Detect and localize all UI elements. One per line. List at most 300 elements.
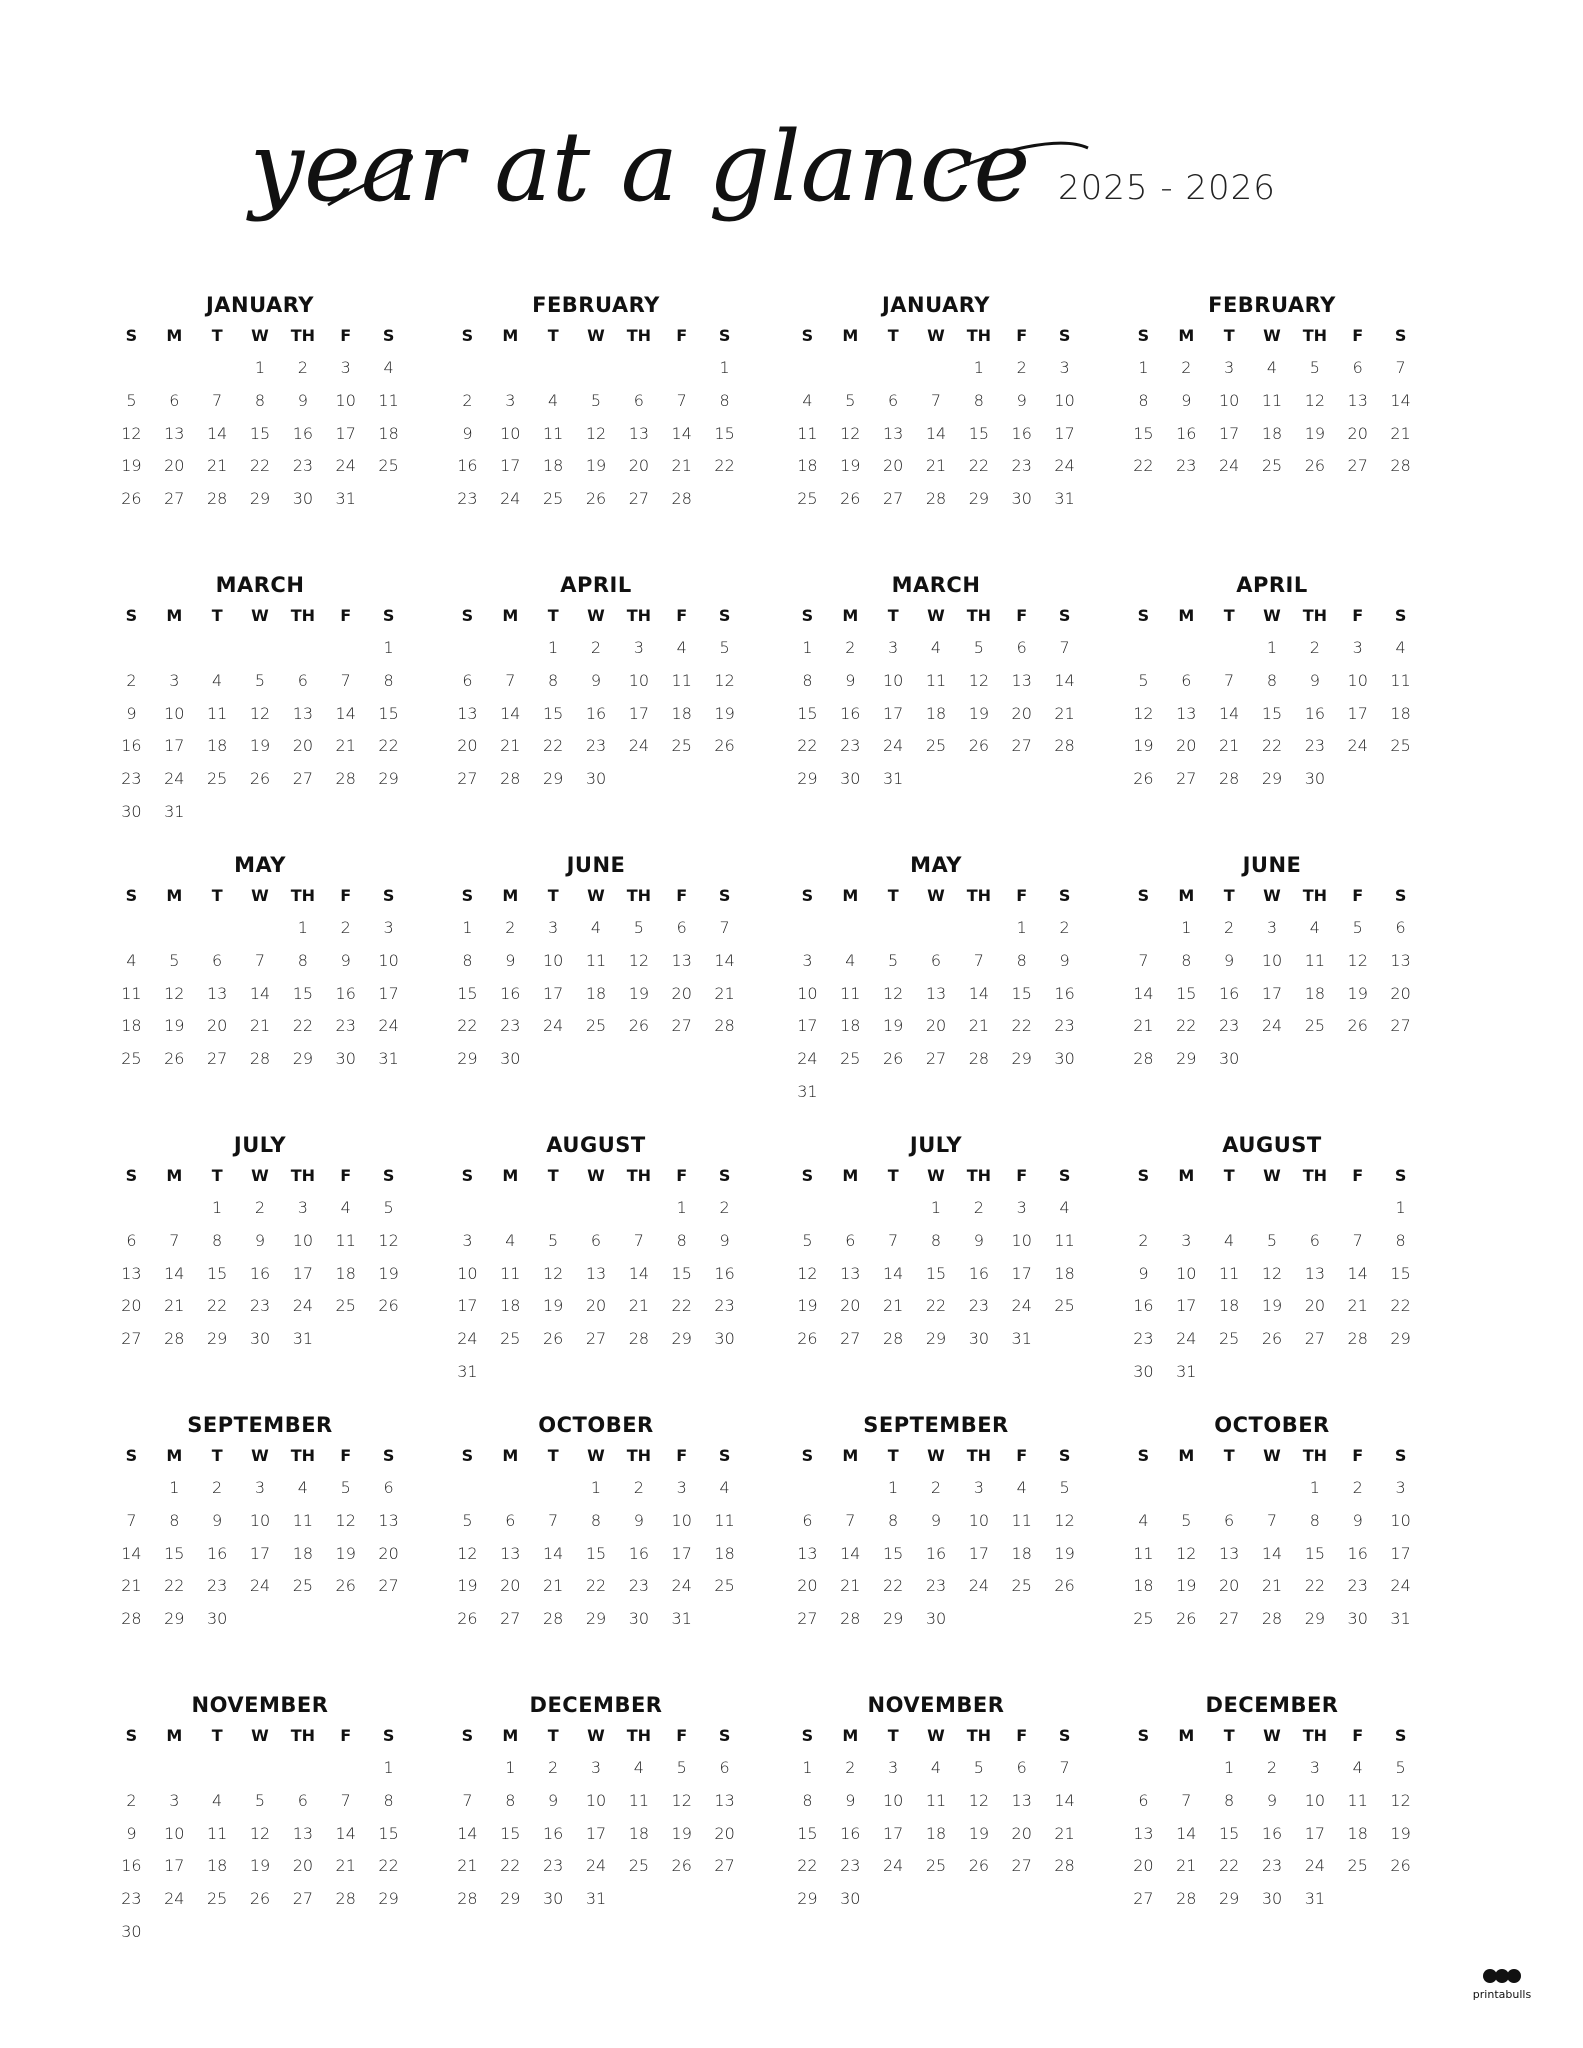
day-cell: 2 bbox=[973, 1198, 984, 1217]
weekday-label: F bbox=[1352, 1446, 1364, 1465]
week-row bbox=[1122, 1043, 1422, 1076]
weekday-label: F bbox=[1352, 606, 1364, 625]
weekday-label: M bbox=[842, 1446, 859, 1465]
weekday-label: M bbox=[502, 606, 519, 625]
week-row bbox=[786, 1010, 1086, 1043]
day-cell bbox=[153, 1192, 196, 1225]
day-cell: 17 bbox=[500, 456, 521, 476]
day-cell: 2 bbox=[1266, 1758, 1278, 1777]
weekday-label: W bbox=[251, 886, 269, 905]
day-cell: 25 bbox=[840, 1049, 861, 1069]
weekday-label: S bbox=[801, 606, 814, 625]
month-name: APRIL bbox=[560, 573, 632, 597]
weekday-label: M bbox=[1178, 326, 1195, 345]
day-cell: 30 bbox=[121, 1921, 142, 1941]
week-row bbox=[446, 945, 746, 978]
day-cell: 17 bbox=[1304, 1823, 1326, 1843]
weekday-label: T bbox=[211, 1726, 223, 1745]
day-cell bbox=[532, 1043, 575, 1076]
day-cell: 10 bbox=[882, 1790, 904, 1810]
day-cell: 21 bbox=[840, 1576, 861, 1596]
day-cell: 4 bbox=[719, 1478, 730, 1497]
day-cell: 31 bbox=[292, 1329, 314, 1349]
day-cell: 18 bbox=[1261, 423, 1283, 443]
day-cell bbox=[367, 796, 410, 829]
day-cell: 1 bbox=[1266, 638, 1278, 657]
day-cell: 19 bbox=[1347, 983, 1368, 1003]
day-cell: 20 bbox=[925, 1016, 947, 1036]
month-calendar bbox=[446, 290, 746, 516]
day-cell: 16 bbox=[925, 1543, 947, 1563]
day-cell: 5 bbox=[548, 1230, 559, 1250]
day-cell: 18 bbox=[585, 983, 607, 1003]
day-cell: 21 bbox=[1347, 1296, 1368, 1316]
day-cell: 24 bbox=[1347, 736, 1368, 756]
day-cell bbox=[196, 796, 239, 829]
weekday-header-row bbox=[1122, 320, 1422, 352]
day-cell: 15 bbox=[925, 1263, 947, 1283]
day-cell: 23 bbox=[1176, 456, 1197, 476]
day-cell: 3 bbox=[973, 1478, 984, 1497]
day-cell: 14 bbox=[1261, 1543, 1283, 1563]
day-cell bbox=[110, 1752, 153, 1785]
day-cell: 16 bbox=[840, 1823, 861, 1843]
weekday-header-row bbox=[786, 1440, 1086, 1472]
day-cell: 8 bbox=[676, 1230, 687, 1250]
day-cell: 17 bbox=[797, 1016, 818, 1036]
day-cell: 13 bbox=[1176, 703, 1197, 723]
day-cell: 26 bbox=[1133, 769, 1154, 789]
day-cell: 1 bbox=[1138, 358, 1149, 377]
day-cell: 20 bbox=[1347, 423, 1368, 443]
day-cell: 19 bbox=[1133, 736, 1154, 756]
day-cell: 5 bbox=[845, 390, 856, 410]
day-cell bbox=[532, 1192, 575, 1225]
day-cell: 11 bbox=[1304, 950, 1326, 970]
weekday-header-row bbox=[1122, 1160, 1422, 1192]
day-cell: 11 bbox=[206, 1823, 228, 1843]
month-calendar bbox=[110, 1130, 410, 1356]
day-cell: 11 bbox=[121, 983, 142, 1003]
day-cell bbox=[1043, 1076, 1086, 1109]
month-calendar bbox=[110, 570, 410, 829]
week-row bbox=[110, 418, 410, 451]
weekday-label: TH bbox=[1302, 1446, 1328, 1465]
day-cell: 16 bbox=[1011, 423, 1032, 443]
day-cell: 8 bbox=[1266, 670, 1278, 690]
month-calendar bbox=[1122, 1690, 1422, 1916]
day-cell: 27 bbox=[628, 489, 650, 509]
day-cell bbox=[489, 1192, 532, 1225]
day-cell: 29 bbox=[797, 769, 818, 789]
day-cell: 15 bbox=[968, 423, 990, 443]
day-cell bbox=[575, 1192, 618, 1225]
day-cell: 5 bbox=[719, 638, 730, 657]
day-cell: 28 bbox=[542, 1609, 564, 1629]
day-cell: 4 bbox=[548, 390, 559, 410]
day-cell: 16 bbox=[1347, 1543, 1368, 1563]
day-cell: 10 bbox=[1011, 1230, 1032, 1250]
weekday-label: S bbox=[125, 1446, 138, 1465]
week-row bbox=[110, 1290, 410, 1323]
weekday-label: M bbox=[166, 886, 183, 905]
weekday-label: F bbox=[676, 886, 688, 905]
day-cell: 2 bbox=[1352, 1478, 1363, 1497]
day-cell: 23 bbox=[1304, 736, 1326, 756]
week-row bbox=[786, 1538, 1086, 1571]
day-cell: 13 bbox=[457, 703, 478, 723]
day-cell: 20 bbox=[378, 1543, 399, 1563]
day-cell: 5 bbox=[462, 1510, 473, 1530]
day-cell: 26 bbox=[457, 1609, 478, 1629]
month-calendar bbox=[786, 1410, 1086, 1636]
weekday-label: S bbox=[801, 1166, 814, 1185]
day-cell: 8 bbox=[462, 950, 473, 970]
year-range: 2025 - 2026 bbox=[1058, 168, 1276, 208]
day-cell: 22 bbox=[1261, 736, 1283, 756]
day-cell: 23 bbox=[714, 1296, 735, 1316]
day-cell: 18 bbox=[628, 1823, 650, 1843]
day-cell: 31 bbox=[335, 489, 356, 509]
day-cell: 15 bbox=[249, 423, 271, 443]
day-cell bbox=[1336, 1883, 1379, 1916]
day-cell: 15 bbox=[500, 1823, 521, 1843]
week-row bbox=[446, 1258, 746, 1291]
day-cell: 29 bbox=[378, 769, 399, 789]
day-cell: 19 bbox=[1261, 1296, 1283, 1316]
weekday-label: F bbox=[1016, 326, 1028, 345]
month-calendar bbox=[110, 850, 410, 1076]
day-cell: 6 bbox=[126, 1230, 137, 1250]
week-row bbox=[786, 1785, 1086, 1818]
day-cell: 27 bbox=[1218, 1609, 1240, 1629]
day-cell: 17 bbox=[1176, 1296, 1197, 1316]
week-row bbox=[1122, 1323, 1422, 1356]
day-cell: 7 bbox=[1138, 950, 1149, 970]
day-cell bbox=[872, 352, 915, 385]
weekday-label: W bbox=[251, 606, 269, 625]
day-cell: 9 bbox=[1224, 950, 1235, 970]
day-cell: 11 bbox=[1261, 390, 1283, 410]
week-row bbox=[446, 1505, 746, 1538]
day-cell: 12 bbox=[1133, 703, 1154, 723]
day-cell: 20 bbox=[714, 1823, 735, 1843]
day-cell: 25 bbox=[1390, 736, 1411, 756]
day-cell: 16 bbox=[1304, 703, 1326, 723]
day-cell: 2 bbox=[633, 1478, 644, 1497]
day-cell: 6 bbox=[719, 1758, 730, 1777]
day-cell: 15 bbox=[378, 703, 399, 723]
day-cell: 29 bbox=[585, 1609, 607, 1629]
weekday-label: S bbox=[461, 1726, 474, 1745]
day-cell: 1 bbox=[930, 1198, 942, 1217]
day-cell: 30 bbox=[585, 769, 607, 789]
day-cell: 22 bbox=[1133, 456, 1154, 476]
week-row bbox=[446, 1225, 746, 1258]
day-cell: 16 bbox=[714, 1263, 735, 1283]
month-name: MARCH bbox=[215, 573, 305, 597]
day-cell: 17 bbox=[457, 1296, 478, 1316]
day-cell: 27 bbox=[1176, 769, 1197, 789]
day-cell: 13 bbox=[671, 950, 692, 970]
day-cell: 1 bbox=[590, 1478, 602, 1497]
day-cell bbox=[110, 1192, 153, 1225]
weekday-header-row bbox=[786, 880, 1086, 912]
day-cell: 17 bbox=[628, 703, 650, 723]
day-cell: 10 bbox=[164, 1823, 185, 1843]
week-row bbox=[110, 1883, 410, 1916]
day-cell: 21 bbox=[1176, 1856, 1197, 1876]
day-cell: 16 bbox=[1054, 983, 1075, 1003]
weekday-label: T bbox=[887, 1166, 899, 1185]
day-cell: 11 bbox=[1390, 670, 1411, 690]
day-cell bbox=[1122, 1472, 1165, 1505]
day-cell: 21 bbox=[164, 1296, 185, 1316]
day-cell bbox=[489, 352, 532, 385]
day-cell: 30 bbox=[1304, 769, 1326, 789]
day-cell: 14 bbox=[500, 703, 521, 723]
weekday-label: TH bbox=[290, 1166, 316, 1185]
day-cell: 25 bbox=[542, 489, 564, 509]
day-cell: 7 bbox=[340, 670, 351, 690]
day-cell: 10 bbox=[164, 703, 185, 723]
month-calendar bbox=[786, 850, 1086, 1109]
day-cell bbox=[575, 1043, 618, 1076]
day-cell bbox=[617, 1883, 660, 1916]
week-row bbox=[110, 978, 410, 1011]
weekday-label: W bbox=[927, 886, 945, 905]
weekday-label: T bbox=[211, 1446, 223, 1465]
day-cell: 3 bbox=[505, 390, 516, 410]
day-cell: 17 bbox=[1390, 1543, 1411, 1563]
day-cell: 7 bbox=[719, 918, 730, 937]
day-cell: 6 bbox=[212, 950, 223, 970]
weekday-header-row bbox=[446, 600, 746, 632]
weekday-label: S bbox=[125, 606, 138, 625]
weekday-label: S bbox=[718, 1166, 731, 1185]
day-cell bbox=[196, 1916, 239, 1949]
day-cell: 21 bbox=[968, 1016, 990, 1036]
day-cell: 23 bbox=[292, 456, 314, 476]
day-cell: 13 bbox=[882, 423, 904, 443]
day-cell: 20 bbox=[797, 1576, 818, 1596]
day-cell bbox=[1043, 763, 1086, 796]
weekday-label: S bbox=[1137, 326, 1150, 345]
day-cell: 23 bbox=[585, 736, 607, 756]
month-calendar bbox=[1122, 570, 1422, 796]
day-cell: 29 bbox=[1218, 1889, 1240, 1909]
day-cell: 20 bbox=[1218, 1576, 1240, 1596]
day-cell bbox=[872, 1192, 915, 1225]
day-cell: 1 bbox=[888, 1478, 899, 1497]
day-cell: 24 bbox=[378, 1016, 399, 1036]
week-row bbox=[1122, 385, 1422, 418]
weekday-label: S bbox=[718, 326, 731, 345]
day-cell: 20 bbox=[671, 983, 692, 1003]
week-row bbox=[1122, 763, 1422, 796]
day-cell: 3 bbox=[888, 638, 899, 657]
day-cell: 2 bbox=[462, 390, 473, 410]
day-cell bbox=[660, 1043, 703, 1076]
day-cell: 16 bbox=[1261, 1823, 1283, 1843]
day-cell: 16 bbox=[292, 423, 314, 443]
week-row bbox=[786, 1472, 1086, 1505]
month-calendar bbox=[446, 1130, 746, 1389]
day-cell: 18 bbox=[1304, 983, 1326, 1003]
day-cell: 28 bbox=[628, 1329, 650, 1349]
day-cell bbox=[1122, 912, 1165, 945]
week-row bbox=[786, 1192, 1086, 1225]
weekday-label: F bbox=[1016, 886, 1028, 905]
day-cell: 14 bbox=[335, 703, 356, 723]
day-cell: 14 bbox=[1390, 390, 1411, 410]
day-cell: 26 bbox=[797, 1329, 818, 1349]
day-cell: 30 bbox=[1133, 1361, 1154, 1381]
day-cell: 29 bbox=[1261, 769, 1283, 789]
day-cell: 28 bbox=[249, 1049, 271, 1069]
day-cell bbox=[1379, 1883, 1422, 1916]
day-cell: 20 bbox=[1133, 1856, 1154, 1876]
day-cell: 16 bbox=[206, 1543, 228, 1563]
week-row bbox=[1122, 1505, 1422, 1538]
weekday-label: S bbox=[801, 886, 814, 905]
day-cell: 15 bbox=[457, 983, 478, 1003]
day-cell: 19 bbox=[585, 456, 607, 476]
day-cell: 17 bbox=[378, 983, 399, 1003]
weekday-label: TH bbox=[966, 886, 992, 905]
day-cell: 31 bbox=[1011, 1329, 1032, 1349]
day-cell: 20 bbox=[840, 1296, 861, 1316]
day-cell: 9 bbox=[845, 1790, 856, 1810]
day-cell bbox=[532, 352, 575, 385]
day-cell: 13 bbox=[797, 1543, 818, 1563]
day-cell: 5 bbox=[126, 390, 137, 410]
day-cell bbox=[110, 632, 153, 665]
weekday-header-row bbox=[110, 320, 410, 352]
day-cell bbox=[703, 1603, 746, 1636]
day-cell: 11 bbox=[585, 950, 607, 970]
day-cell: 22 bbox=[714, 456, 735, 476]
weekday-label: TH bbox=[966, 1726, 992, 1745]
day-cell bbox=[367, 1916, 410, 1949]
day-cell: 13 bbox=[164, 423, 185, 443]
day-cell: 9 bbox=[930, 1510, 942, 1530]
weekday-label: S bbox=[382, 1166, 395, 1185]
day-cell: 4 bbox=[845, 950, 856, 970]
day-cell: 13 bbox=[1011, 1790, 1032, 1810]
day-cell: 19 bbox=[840, 456, 861, 476]
day-cell: 18 bbox=[1011, 1543, 1032, 1563]
day-cell: 13 bbox=[714, 1790, 735, 1810]
day-cell: 13 bbox=[1011, 670, 1032, 690]
day-cell bbox=[915, 1883, 958, 1916]
day-cell: 21 bbox=[671, 456, 692, 476]
day-cell: 10 bbox=[628, 670, 650, 690]
day-cell: 24 bbox=[797, 1049, 818, 1069]
day-cell bbox=[196, 912, 239, 945]
day-cell: 18 bbox=[1390, 703, 1411, 723]
day-cell: 26 bbox=[249, 1889, 271, 1909]
day-cell: 11 bbox=[542, 423, 564, 443]
day-cell: 4 bbox=[633, 1758, 644, 1777]
day-cell: 30 bbox=[249, 1329, 271, 1349]
day-cell: 19 bbox=[249, 1856, 271, 1876]
day-cell: 10 bbox=[1218, 390, 1240, 410]
weekday-label: S bbox=[1137, 606, 1150, 625]
header bbox=[0, 0, 1583, 290]
day-cell: 26 bbox=[1347, 1016, 1368, 1036]
week-row bbox=[446, 418, 746, 451]
day-cell: 19 bbox=[1304, 423, 1326, 443]
day-cell: 2 bbox=[254, 1198, 266, 1217]
day-cell: 24 bbox=[671, 1576, 692, 1596]
weekday-label: TH bbox=[290, 606, 316, 625]
week-row bbox=[446, 385, 746, 418]
day-cell: 24 bbox=[1261, 1016, 1283, 1036]
weekday-label: M bbox=[1178, 1726, 1195, 1745]
weekday-label: S bbox=[1394, 1726, 1407, 1745]
day-cell: 30 bbox=[292, 489, 314, 509]
day-cell bbox=[703, 1883, 746, 1916]
weekday-label: S bbox=[125, 326, 138, 345]
weekday-label: TH bbox=[626, 1166, 652, 1185]
day-cell: 24 bbox=[1218, 456, 1240, 476]
day-cell: 22 bbox=[585, 1576, 607, 1596]
week-row bbox=[786, 385, 1086, 418]
day-cell: 10 bbox=[968, 1510, 990, 1530]
week-row bbox=[786, 1570, 1086, 1603]
week-row bbox=[786, 418, 1086, 451]
day-cell: 25 bbox=[628, 1856, 650, 1876]
week-row bbox=[786, 352, 1086, 385]
day-cell: 3 bbox=[383, 918, 394, 937]
weekday-label: T bbox=[1223, 326, 1235, 345]
day-cell: 18 bbox=[292, 1543, 314, 1563]
day-cell: 10 bbox=[1390, 1510, 1411, 1530]
weekday-label: F bbox=[1016, 1166, 1028, 1185]
weekday-label: M bbox=[502, 1446, 519, 1465]
day-cell: 17 bbox=[249, 1543, 271, 1563]
weekday-label: TH bbox=[966, 1446, 992, 1465]
day-cell: 20 bbox=[457, 736, 478, 756]
day-cell bbox=[196, 352, 239, 385]
weekday-label: TH bbox=[626, 326, 652, 345]
day-cell: 12 bbox=[1054, 1510, 1075, 1530]
day-cell bbox=[1043, 1603, 1086, 1636]
day-cell: 24 bbox=[164, 769, 185, 789]
day-cell: 7 bbox=[633, 1230, 644, 1250]
day-cell: 1 bbox=[462, 918, 473, 937]
day-cell: 9 bbox=[719, 1230, 730, 1250]
day-cell: 18 bbox=[1054, 1263, 1075, 1283]
day-cell: 22 bbox=[1218, 1856, 1240, 1876]
day-cell: 1 bbox=[383, 1758, 394, 1777]
week-row bbox=[786, 450, 1086, 483]
weekday-label: S bbox=[125, 1726, 138, 1745]
day-cell: 21 bbox=[500, 736, 521, 756]
day-cell bbox=[1208, 1356, 1251, 1389]
day-cell: 21 bbox=[335, 736, 356, 756]
day-cell: 4 bbox=[1224, 1230, 1235, 1250]
day-cell: 15 bbox=[292, 983, 314, 1003]
day-cell: 8 bbox=[383, 670, 394, 690]
day-cell: 26 bbox=[968, 736, 990, 756]
day-cell: 1 bbox=[383, 638, 394, 657]
day-cell: 24 bbox=[249, 1576, 271, 1596]
day-cell bbox=[367, 1323, 410, 1356]
day-cell: 12 bbox=[1390, 1790, 1411, 1810]
weekday-label: F bbox=[676, 1726, 688, 1745]
